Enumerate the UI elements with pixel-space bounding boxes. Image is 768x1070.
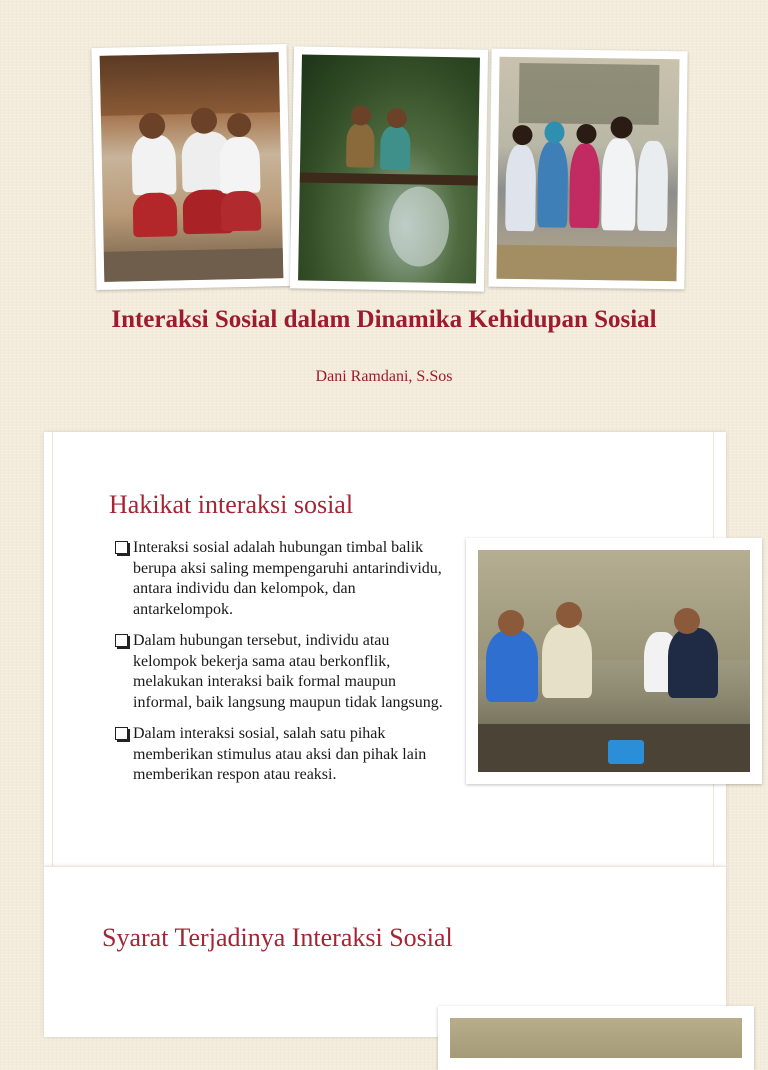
list-item — [113, 724, 455, 786]
men-talking-photo — [466, 538, 762, 784]
slide-heading: Hakikat interaksi sosial — [109, 490, 354, 519]
bullet-text: Dalam interaksi sosial, salah satu pihak memberikan stimulus atau aksi dan pihak lain memberikan respon atau reaksi. — [133, 725, 427, 783]
checkbox-bullet-icon — [115, 634, 128, 647]
presentation-title: Interaksi Sosial dalam Dinamika Kehidupan Sosial — [111, 306, 657, 333]
bullet-text: Interaksi sosial adalah hubungan timbal balik berupa aksi saling mempengaruhi antarindividu, antara individu dan kelompok, dan antarkelompok. — [133, 539, 442, 618]
river-children-photo — [290, 46, 488, 291]
bullet-text: Dalam hubungan tersebut, individu atau kelompok bekerja sama atau berkonflik, melakukan interaksi baik formal maupun informal, baik langsung maupun tidak langsung. — [133, 632, 443, 711]
list-item — [113, 538, 455, 620]
partial-photo — [438, 1006, 754, 1070]
title-slide — [0, 0, 768, 420]
bullet-list — [113, 538, 455, 797]
checkbox-bullet-icon — [115, 541, 128, 554]
list-item — [113, 631, 455, 713]
schoolchildren-photo — [91, 44, 291, 290]
checkbox-bullet-icon — [115, 727, 128, 740]
slide-heading: Syarat Terjadinya Interaksi Sosial — [102, 923, 453, 952]
presentation-author: Dani Ramdani, S.Sos — [315, 368, 453, 385]
students-photo — [488, 49, 687, 290]
